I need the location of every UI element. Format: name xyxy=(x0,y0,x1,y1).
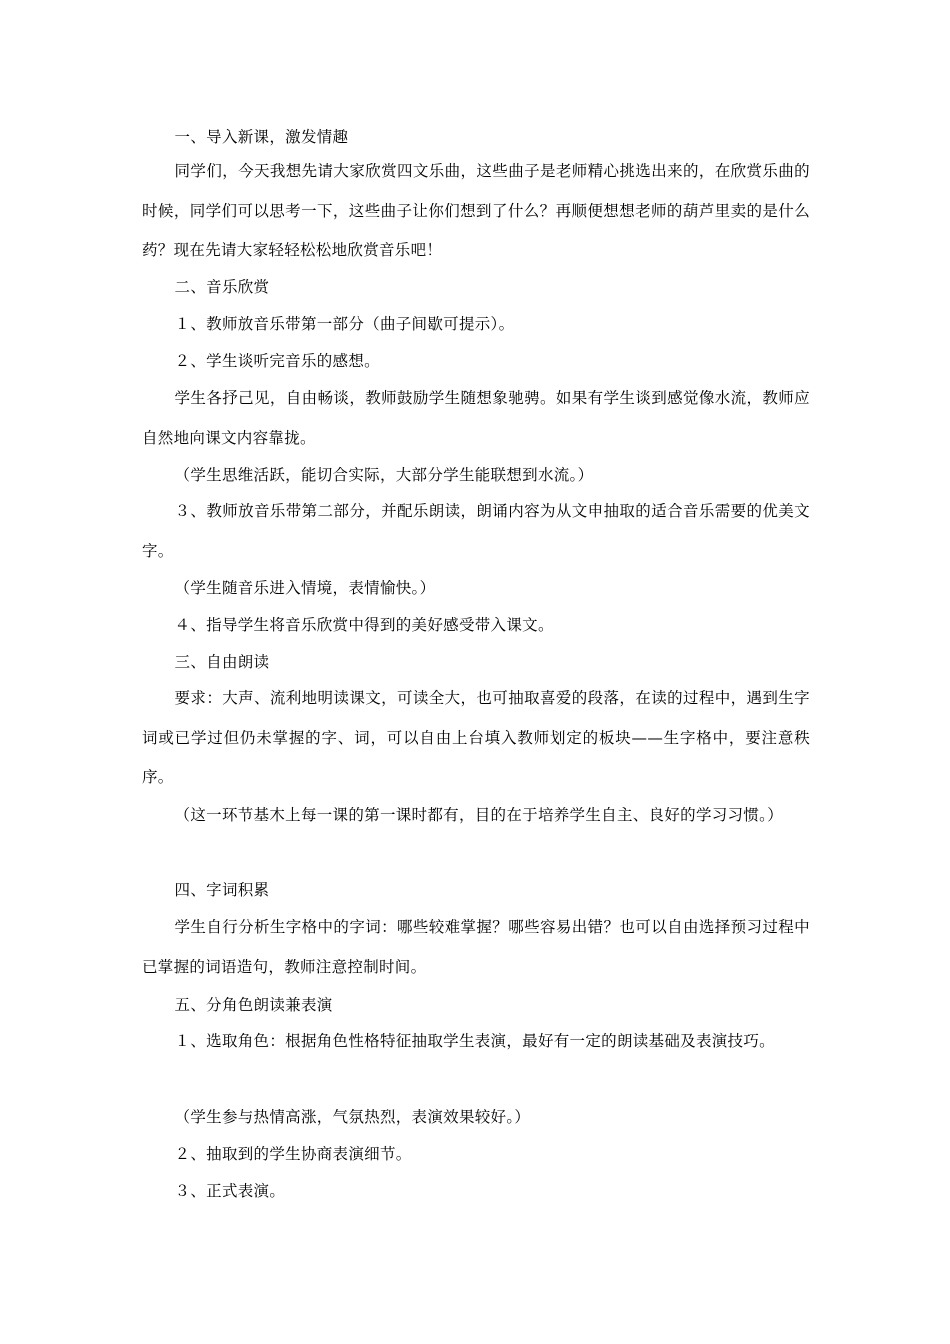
list-item-music-4: ４、指导学生将音乐欣赏中得到的美好感受带入课文。 xyxy=(174,616,554,634)
note-student-response-3: （学生参与热情高涨，气氛热烈，表演效果较好。） xyxy=(174,1108,531,1126)
note-reading-habit: （这一环节基木上每一课的第一课时都有，目的在于培养学生自主、良好的学习习惯。） xyxy=(174,806,783,824)
section-heading-music: 二、音乐欣赏 xyxy=(174,278,270,296)
list-item-role-1: １、选取角色：根据角色性格特征抽取学生表演，最好有一定的朗读基础及表演技巧。 xyxy=(174,1032,775,1050)
note-student-response-2: （学生随音乐进入情境，表情愉快。） xyxy=(174,579,436,597)
note-student-response-1: （学生思维活跃，能切合实际，大部分学生能联想到水流。） xyxy=(174,466,594,484)
list-item-role-2: ２、抽取到的学生协商表演细节。 xyxy=(174,1145,412,1163)
paragraph-reading-requirements: 要求：大声、流利地明读课文，可读全大，也可抽取喜爱的段落，在读的过程中，遇到生字词或已学过但仍未掌握的字、词，可以自由上台填入教师划定的板块——生字格中，要注意秩序。 xyxy=(142,689,810,786)
list-item-role-3: ３、正式表演。 xyxy=(174,1182,286,1200)
list-item-music-1: １、教师放音乐带第一部分（曲子间歇可提示）。 xyxy=(174,315,515,333)
paragraph-intro-text: 同学们，今天我想先请大家欣赏四文乐曲，这些曲子是老师精心挑选出来的，在欣赏乐曲的时候，同学们可以思考一下，这些曲子让你们想到了什么？再顺便想想老师的葫芦里卖的是什么药？现在先请大家轻轻松松地欣赏音乐吧！ xyxy=(142,162,810,259)
paragraph-student-discussion: 学生各抒己见，自由畅谈，教师鼓励学生随想象驰骋。如果有学生谈到感觉像水流，教师应自然地向课文内容靠拢。 xyxy=(142,389,810,447)
section-heading-free-reading: 三、自由朗读 xyxy=(174,653,270,671)
section-heading-intro: 一、导入新课，激发情趣 xyxy=(174,128,349,146)
list-item-music-2: ２、学生谈听完音乐的感想。 xyxy=(174,352,380,370)
section-heading-role-play: 五、分角色朗读兼表演 xyxy=(174,996,333,1014)
paragraph-vocabulary-text: 学生自行分析生字格中的字词：哪些较难掌握？哪些容易出错？也可以自由选择预习过程中已掌握的词语造句，教师注意控制时间。 xyxy=(142,918,810,976)
list-item-music-3: ３、教师放音乐带第二部分，并配乐朗读，朗诵内容为从文申抽取的适合音乐需要的优美文字。 xyxy=(142,502,810,560)
section-heading-vocabulary: 四、字词积累 xyxy=(174,881,270,899)
